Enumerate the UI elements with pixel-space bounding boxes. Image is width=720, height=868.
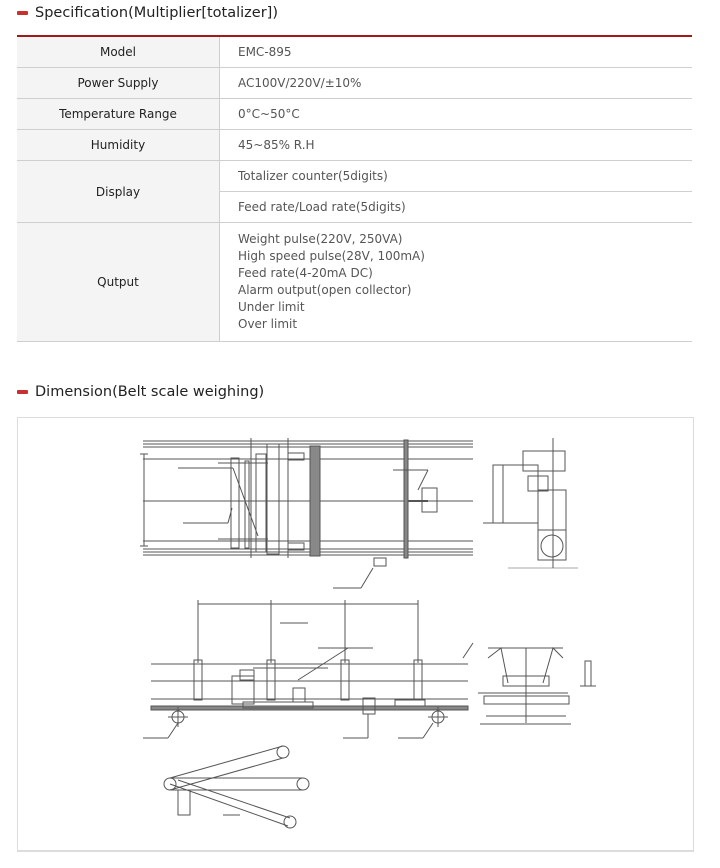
output-line: High speed pulse(28V, 100mA) <box>238 249 425 263</box>
row-value: Feed rate/Load rate(5digits) <box>220 192 693 223</box>
row-value: 45~85% R.H <box>220 130 693 161</box>
section-marker-icon <box>17 11 28 15</box>
row-value: EMC-895 <box>220 36 693 68</box>
row-label: Humidity <box>17 130 220 161</box>
dimension-heading <box>17 384 264 400</box>
specification-heading <box>17 5 278 21</box>
row-value: AC100V/220V/±10% <box>220 68 693 99</box>
row-label: Qutput <box>17 223 220 342</box>
table-row <box>17 130 692 161</box>
belt-scale-drawing-icon <box>18 418 693 850</box>
row-label: Temperature Range <box>17 99 220 130</box>
output-line: Feed rate(4-20mA DC) <box>238 266 373 280</box>
row-label: Power Supply <box>17 68 220 99</box>
output-line: Over limit <box>238 317 298 331</box>
dimension-figure <box>17 417 694 852</box>
dimension-title: Dimension(Belt scale weighing) <box>35 384 265 400</box>
row-value: 0°C~50°C <box>220 99 693 130</box>
output-line: Under limit <box>238 300 305 314</box>
specification-title: Specification(Multiplier[totalizer]) <box>35 5 278 21</box>
row-value: Totalizer counter(5digits) <box>220 161 693 192</box>
row-value-list <box>220 223 693 342</box>
side-view <box>143 600 468 738</box>
key-plan <box>164 746 309 828</box>
table-row <box>17 161 692 192</box>
table-row <box>17 99 692 130</box>
output-line: Alarm output(open collector) <box>238 283 412 297</box>
table-row <box>17 36 692 68</box>
view-a-a <box>463 643 596 724</box>
plan-view <box>140 438 473 588</box>
specification-table <box>17 35 692 342</box>
row-label: Display <box>17 161 220 223</box>
table-row <box>17 68 692 99</box>
section-marker-icon <box>17 390 28 394</box>
load-cell-view <box>483 438 578 568</box>
row-label: Model <box>17 36 220 68</box>
table-row <box>17 223 692 342</box>
output-line: Weight pulse(220V, 250VA) <box>238 232 403 246</box>
